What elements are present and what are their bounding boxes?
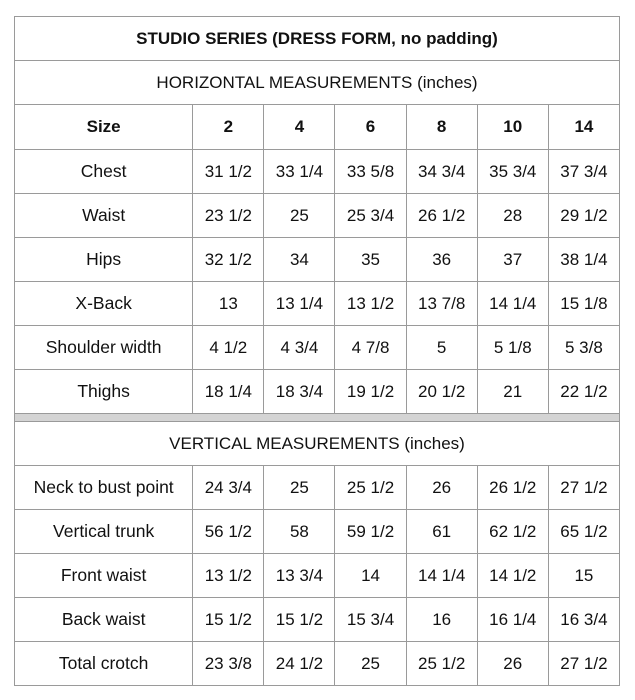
measurement-cell: 22 1/2 [548, 370, 619, 414]
measurement-cell: 13 1/2 [335, 282, 406, 326]
measurement-table [14, 16, 620, 686]
measurement-cell: 27 1/2 [548, 466, 619, 510]
measurement-cell: 37 3/4 [548, 150, 619, 194]
measurement-cell: 15 1/2 [193, 598, 264, 642]
row-label: Hips [15, 238, 193, 282]
size-header-cell: 4 [264, 105, 335, 150]
measurement-cell: 13 7/8 [406, 282, 477, 326]
separator-bar [15, 414, 620, 422]
measurement-cell: 13 1/2 [193, 554, 264, 598]
measurement-cell: 61 [406, 510, 477, 554]
vertical-measurement-row [15, 510, 620, 554]
size-header-cell: 6 [335, 105, 406, 150]
measurement-cell: 13 3/4 [264, 554, 335, 598]
size-header-cell: 2 [193, 105, 264, 150]
measurement-cell: 23 3/8 [193, 642, 264, 686]
measurement-cell: 16 [406, 598, 477, 642]
measurement-cell: 34 3/4 [406, 150, 477, 194]
measurement-cell: 36 [406, 238, 477, 282]
measurement-cell: 24 1/2 [264, 642, 335, 686]
row-label: Shoulder width [15, 326, 193, 370]
measurement-cell: 16 1/4 [477, 598, 548, 642]
row-label: Back waist [15, 598, 193, 642]
measurement-cell: 25 [335, 642, 406, 686]
measurement-cell: 25 1/2 [335, 466, 406, 510]
measurement-cell: 25 3/4 [335, 194, 406, 238]
size-header-cell: 10 [477, 105, 548, 150]
vertical-measurement-row [15, 598, 620, 642]
measurement-cell: 18 1/4 [193, 370, 264, 414]
measurement-cell: 14 1/4 [406, 554, 477, 598]
horizontal-measurement-row [15, 370, 620, 414]
row-label: Front waist [15, 554, 193, 598]
size-header-row [15, 105, 620, 150]
measurement-cell: 59 1/2 [335, 510, 406, 554]
measurement-cell: 26 1/2 [477, 466, 548, 510]
horizontal-measurement-row [15, 238, 620, 282]
row-label: Neck to bust point [15, 466, 193, 510]
vertical-measurement-row [15, 466, 620, 510]
measurement-cell: 15 1/2 [264, 598, 335, 642]
measurement-cell: 31 1/2 [193, 150, 264, 194]
horizontal-measurement-row [15, 326, 620, 370]
row-label: Vertical trunk [15, 510, 193, 554]
measurement-cell: 24 3/4 [193, 466, 264, 510]
measurement-cell: 58 [264, 510, 335, 554]
measurement-cell: 5 3/8 [548, 326, 619, 370]
measurement-cell: 4 3/4 [264, 326, 335, 370]
measurement-cell: 21 [477, 370, 548, 414]
horizontal-measurement-row [15, 194, 620, 238]
row-label: Chest [15, 150, 193, 194]
measurement-cell: 5 1/8 [477, 326, 548, 370]
row-label: Total crotch [15, 642, 193, 686]
title-row [15, 17, 620, 61]
measurement-cell: 28 [477, 194, 548, 238]
measurement-cell: 23 1/2 [193, 194, 264, 238]
size-header-cell: 8 [406, 105, 477, 150]
horizontal-heading-row [15, 61, 620, 105]
measurement-cell: 14 [335, 554, 406, 598]
measurement-cell: 13 [193, 282, 264, 326]
measurement-cell: 25 [264, 466, 335, 510]
measurement-cell: 19 1/2 [335, 370, 406, 414]
row-label: X-Back [15, 282, 193, 326]
measurement-cell: 26 [406, 466, 477, 510]
measurement-sheet [14, 16, 620, 686]
measurement-cell: 25 [264, 194, 335, 238]
measurement-cell: 35 3/4 [477, 150, 548, 194]
measurement-cell: 15 1/8 [548, 282, 619, 326]
size-header-cell: 14 [548, 105, 619, 150]
row-label: Thighs [15, 370, 193, 414]
measurement-cell: 27 1/2 [548, 642, 619, 686]
measurement-cell: 4 7/8 [335, 326, 406, 370]
measurement-cell: 25 1/2 [406, 642, 477, 686]
measurement-cell: 13 1/4 [264, 282, 335, 326]
horizontal-measurement-row [15, 282, 620, 326]
measurement-cell: 35 [335, 238, 406, 282]
measurement-cell: 26 [477, 642, 548, 686]
measurement-cell: 56 1/2 [193, 510, 264, 554]
horizontal-section-heading: HORIZONTAL MEASUREMENTS (inches) [15, 61, 620, 105]
measurement-cell: 33 1/4 [264, 150, 335, 194]
vertical-measurement-row [15, 554, 620, 598]
measurement-cell: 16 3/4 [548, 598, 619, 642]
measurement-cell: 15 3/4 [335, 598, 406, 642]
vertical-section-heading: VERTICAL MEASUREMENTS (inches) [15, 422, 620, 466]
measurement-cell: 20 1/2 [406, 370, 477, 414]
horizontal-measurement-row [15, 150, 620, 194]
measurement-cell: 15 [548, 554, 619, 598]
measurement-cell: 26 1/2 [406, 194, 477, 238]
measurement-cell: 14 1/4 [477, 282, 548, 326]
table-title: STUDIO SERIES (DRESS FORM, no padding) [15, 17, 620, 61]
measurement-cell: 62 1/2 [477, 510, 548, 554]
measurement-cell: 37 [477, 238, 548, 282]
measurement-cell: 34 [264, 238, 335, 282]
measurement-cell: 38 1/4 [548, 238, 619, 282]
size-header-label: Size [15, 105, 193, 150]
row-label: Waist [15, 194, 193, 238]
measurement-cell: 4 1/2 [193, 326, 264, 370]
vertical-measurement-row [15, 642, 620, 686]
measurement-cell: 33 5/8 [335, 150, 406, 194]
measurement-cell: 18 3/4 [264, 370, 335, 414]
section-separator [15, 414, 620, 422]
measurement-cell: 65 1/2 [548, 510, 619, 554]
measurement-cell: 5 [406, 326, 477, 370]
measurement-cell: 32 1/2 [193, 238, 264, 282]
measurement-cell: 29 1/2 [548, 194, 619, 238]
vertical-heading-row [15, 422, 620, 466]
measurement-cell: 14 1/2 [477, 554, 548, 598]
